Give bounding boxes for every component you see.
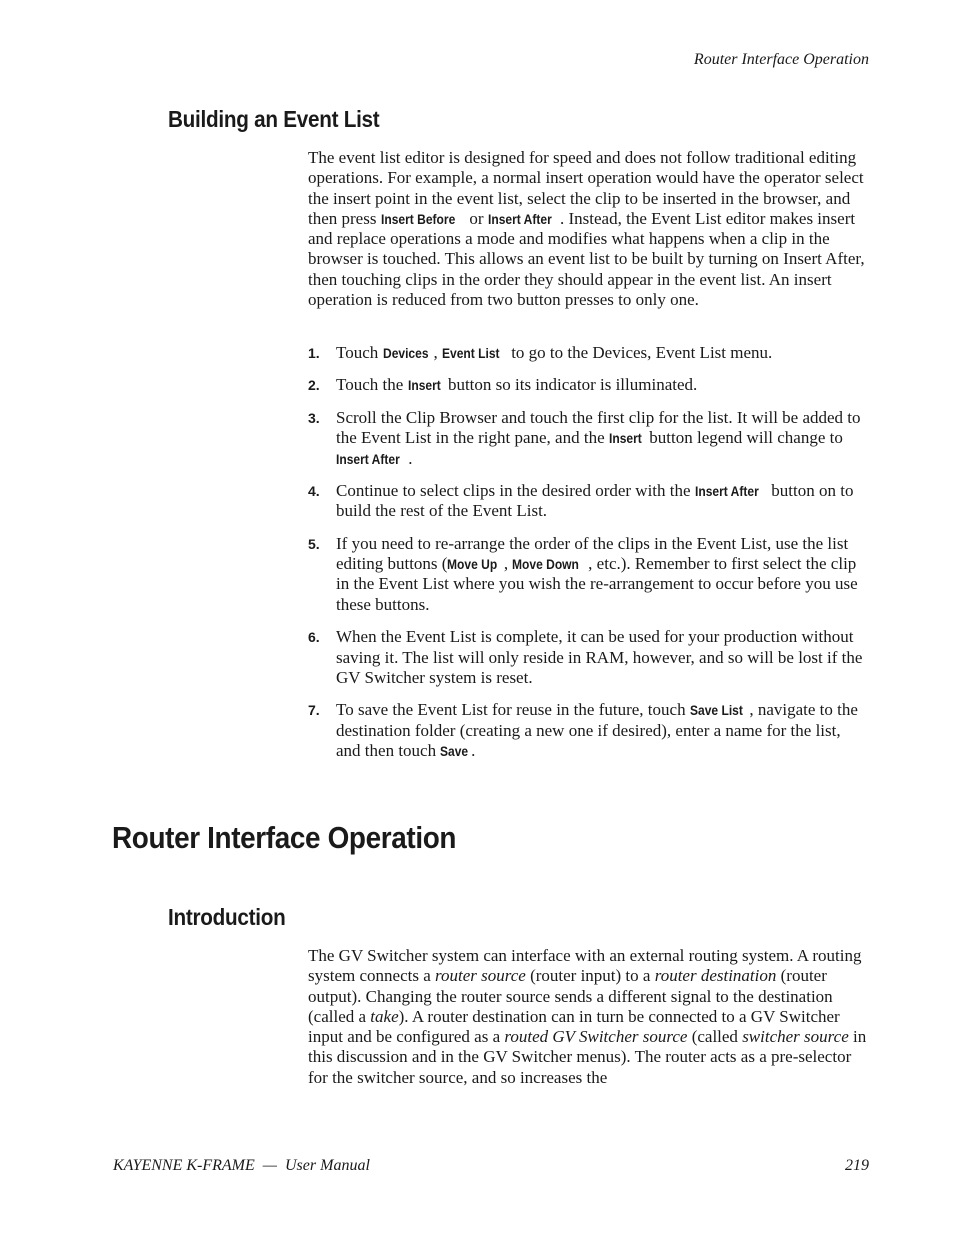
text-run: in this discussion and in the GV Switcher menus). The router acts as a pre-selector for the switcher source, and so increases the <box>308 1027 867 1087</box>
text-run: The event list editor is designed for speed and does not follow traditional editing operations. For example, a normal insert operation would have the operator select the insert point in the event list, select the clip to be inserted in the browser, and then press <box>308 148 864 228</box>
section-heading-introduction: Introduction <box>168 904 286 930</box>
insert-before-label: Insert Before <box>380 210 455 227</box>
step-item <box>308 534 868 615</box>
step-number: 2. <box>308 377 320 394</box>
step-number: 5. <box>308 535 320 552</box>
ui-term: Insert After <box>694 483 759 500</box>
text-run: Continue to select clips in the desired order with the <box>336 481 695 501</box>
text-run: button on to build the rest of the Event List. <box>336 481 854 521</box>
insert-after-label: Insert After <box>487 210 552 227</box>
text-run: (router output). Changing the router source sends a different signal to the destination (called a <box>308 966 833 1026</box>
step-number: 1. <box>308 345 320 361</box>
text-run: , etc.). Remember to first select the clip in the Event List where you wish the re-arrangement to occur before you use these buttons. <box>336 554 858 614</box>
ui-term: Event List <box>441 345 500 361</box>
step-number: 6. <box>308 629 320 646</box>
text-run: , <box>503 554 513 574</box>
text-run: When the Event List is complete, it can be used for your production without saving it. The list will only reside in RAM, however, and so will be lost if the GV Switcher system is reset. <box>336 627 863 687</box>
ui-term: Insert <box>407 377 441 394</box>
term-take: take <box>370 1006 399 1026</box>
text-run: button so its indicator is illuminated. <box>443 375 698 395</box>
text-run: button legend will change to <box>645 428 843 448</box>
term-routed-switcher-source: routed GV Switcher source <box>504 1027 688 1047</box>
step-item <box>308 375 868 395</box>
text-run: If you need to re-arrange the order of the clips in the Event List, use the list editing buttons ( <box>336 533 849 574</box>
step-number: 4. <box>308 483 320 500</box>
step-item <box>308 700 868 761</box>
term-switcher-source: switcher source <box>742 1027 849 1047</box>
chapter-title: Router Interface Operation <box>112 820 457 855</box>
ui-term: Save List <box>689 702 743 719</box>
text-run: . Instead, the Event List editor makes insert and replace operations a mode and modifies what happens when a clip in the browser is touched. This allows an event list to be built by turning on Insert After, then touching clips in the order they should appear in the event list. An insert operation is reduced from two button presses to only one. <box>308 208 865 310</box>
introduction-paragraph <box>308 946 868 1088</box>
text-run: Touch <box>336 343 383 362</box>
text-run: or <box>465 208 488 228</box>
text-run: Touch the <box>336 375 408 395</box>
text-run: , navigate to the destination folder (creating a new one if desired), enter a name for the list, and then touch <box>336 700 858 760</box>
procedure-steps <box>308 343 868 773</box>
text-run: (router input) to a <box>525 966 655 986</box>
text-run: ). A router destination can in turn be connected to a GV Switcher input and be configured as a <box>308 1006 840 1047</box>
ui-term: Insert After <box>336 450 400 467</box>
term-router-source: router source <box>435 966 526 986</box>
ui-term: Move Up <box>447 556 498 573</box>
step-number: 3. <box>308 409 320 426</box>
text-run: . <box>408 448 413 468</box>
step-item <box>308 408 868 469</box>
step-item <box>308 627 868 688</box>
text-run: , <box>433 343 442 362</box>
page-number: 219 <box>845 1157 869 1174</box>
ui-term: Devices <box>382 345 429 361</box>
ui-term: Insert <box>608 430 642 447</box>
step-item <box>308 481 868 522</box>
ui-term: Save <box>440 742 469 759</box>
ui-term: Move Down <box>512 556 580 573</box>
text-run: (called <box>687 1027 743 1047</box>
term-router-destination: router destination <box>654 966 777 986</box>
step-number: 7. <box>308 702 320 719</box>
step-item <box>308 343 868 363</box>
footer-manual-title: KAYENNE K-FRAME — User Manual <box>113 1157 370 1174</box>
text-run: The GV Switcher system can interface with an external routing system. A routing system connects a <box>308 946 862 986</box>
text-run: . <box>471 740 476 760</box>
text-run: To save the Event List for reuse in the future, touch <box>336 700 690 720</box>
text-run: Scroll the Clip Browser and touch the first clip for the list. It will be added to the Event List in the right pane, and the <box>336 407 861 448</box>
running-header: Router Interface Operation <box>693 51 869 68</box>
text-run: to go to the Devices, Event List menu. <box>506 343 773 362</box>
section-heading-building-event-list: Building an Event List <box>168 106 380 132</box>
intro-paragraph <box>308 148 868 310</box>
